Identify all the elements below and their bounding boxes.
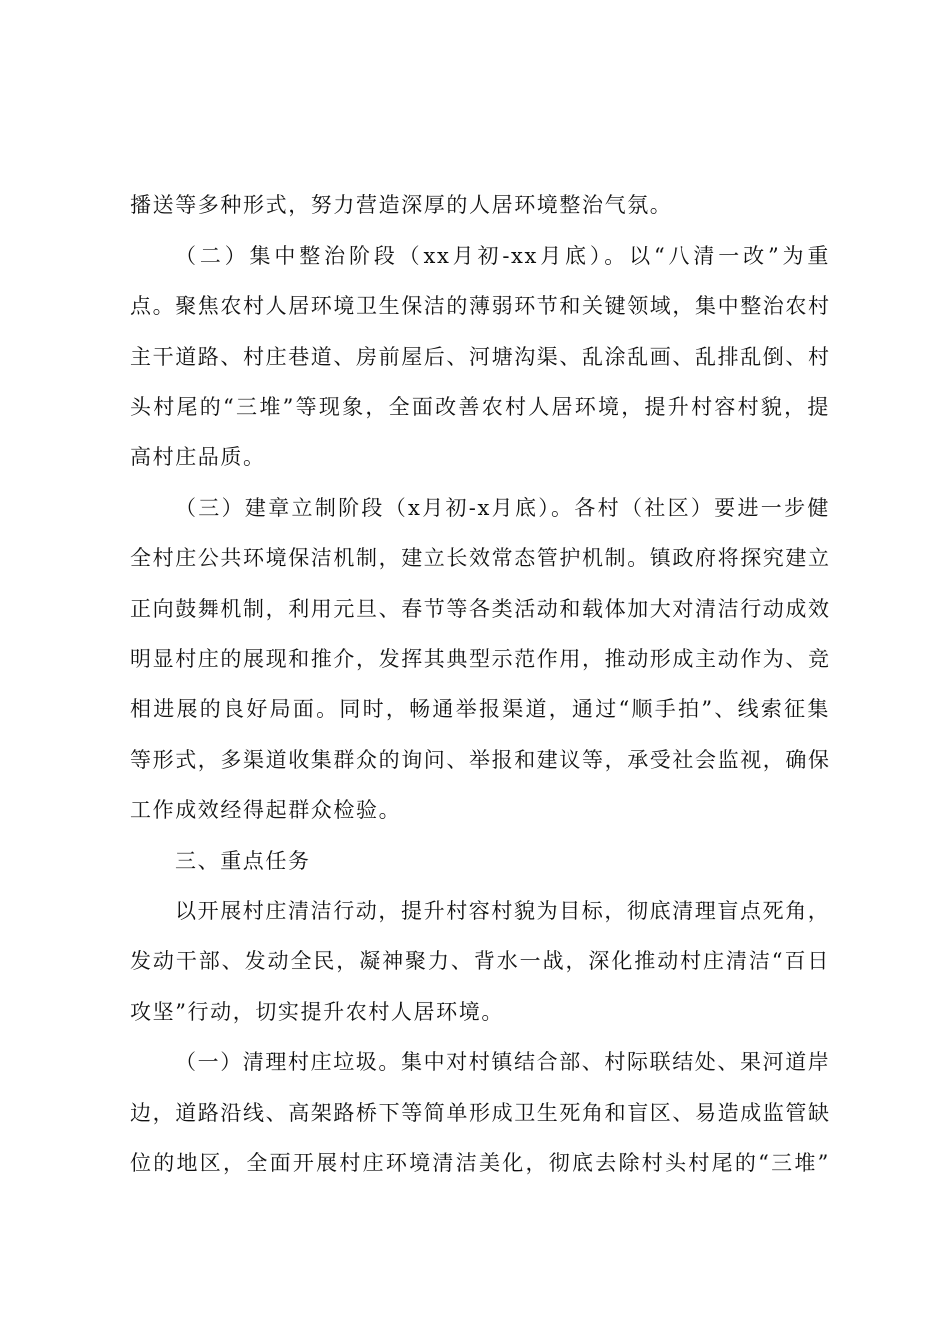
text-line: 边，道路沿线、高架路桥下等简单形成卫生死角和盲区、易造成监管缺 [130,1101,831,1125]
text-line: 以开展村庄清洁行动，提升村容村貌为目标，彻底清理盲点死角， [175,899,831,923]
text-line: 攻坚”行动，切实提升农村人居环境。 [130,1000,504,1024]
text-line: 头村尾的“三堆”等现象，全面改善农村人居环境，提升村容村貌，提 [130,395,830,419]
section-heading: 三、重点任务 [175,849,311,873]
text-line: （三）建章立制阶段（x月初-x月底）。各村（社区）要进一步健 [175,496,830,520]
text-line: 工作成效经得起群众检验。 [130,798,402,822]
text-line: 位的地区，全面开展村庄环境清洁美化，彻底去除村头村尾的“三堆” [130,1151,830,1175]
text-line: 高村庄品质。 [130,445,266,469]
text-line: 发动干部、发动全民，凝神聚力、背水一战，深化推动村庄清洁“百日 [130,949,830,973]
text-line: 点。聚焦农村人居环境卫生保洁的薄弱环节和关键领域，集中整治农村 [130,294,831,318]
text-line: （一）清理村庄垃圾。集中对村镇结合部、村际联结处、果河道岸 [175,1050,831,1074]
text-line: （二）集中整治阶段（xx月初-xx月底）。以“八清一改”为重 [175,244,830,268]
text-line: 相进展的良好局面。同时，畅通举报渠道，通过“顺手拍”、线索征集 [130,697,830,721]
text-line: 明显村庄的展现和推介，发挥其典型示范作用，推动形成主动作为、竞 [130,647,831,671]
text-line: 主干道路、村庄巷道、房前屋后、河塘沟渠、乱涂乱画、乱排乱倒、村 [130,345,831,369]
text-line: 播送等多种形式，努力营造深厚的人居环境整治气氛。 [130,193,673,217]
text-line: 正向鼓舞机制，利用元旦、春节等各类活动和载体加大对清洁行动成效 [130,597,831,621]
text-line: 全村庄公共环境保洁机制，建立长效常态管护机制。镇政府将探究建立 [130,546,831,570]
text-line: 等形式，多渠道收集群众的询问、举报和建议等，承受社会监视，确保 [130,748,831,772]
